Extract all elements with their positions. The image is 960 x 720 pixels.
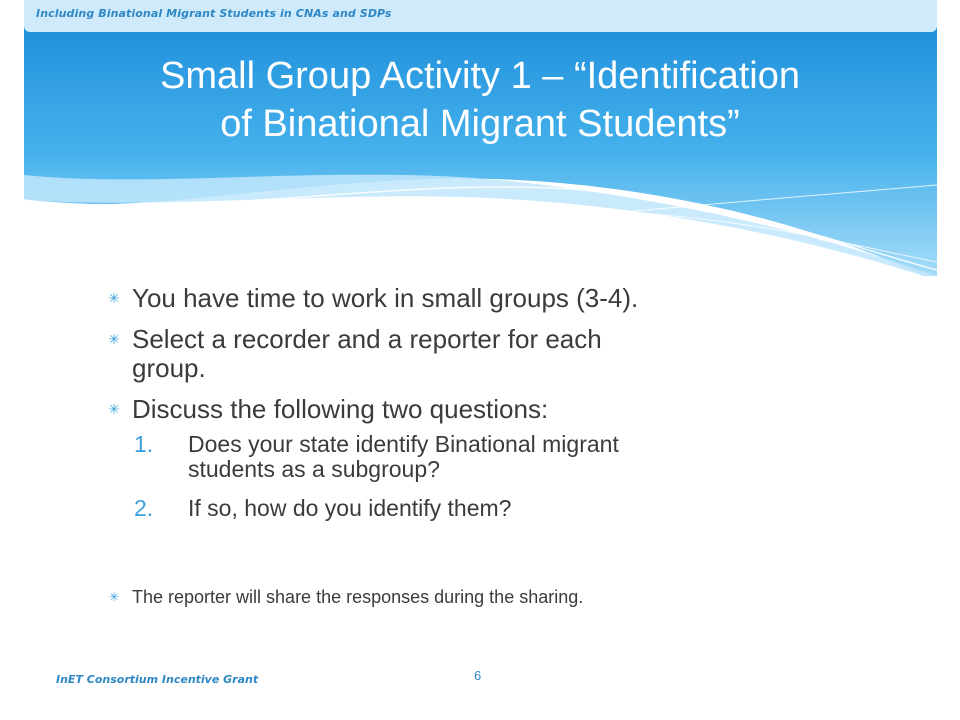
numbered-item <box>134 432 864 482</box>
bullet-text: Select a recorder and a reporter for each <box>132 324 602 354</box>
footer-text: InET Consortium Incentive Grant <box>56 673 259 686</box>
item-number: 1. <box>134 431 154 457</box>
bullet-item <box>104 395 864 424</box>
bullet-list <box>104 284 864 535</box>
slide-title-line2: of Binational Migrant Students” <box>220 103 740 145</box>
note-text: The reporter will share the responses during the sharing. <box>132 587 584 607</box>
item-text: If so, how do you identify them? <box>188 495 512 521</box>
presentation-subtitle: Including Binational Migrant Students in CNAs and SDPs <box>36 7 392 20</box>
page-number: 6 <box>474 668 482 683</box>
asterisk-icon: ✳ <box>108 290 120 306</box>
item-text: Does your state identify Binational migrant <box>188 431 619 457</box>
numbered-item <box>134 496 864 521</box>
bullet-item <box>104 284 864 313</box>
item-text-continued: students as a subgroup? <box>188 456 440 482</box>
bullet-text: You have time to work in small groups (3-4). <box>132 283 639 313</box>
asterisk-icon: ✳ <box>108 590 120 604</box>
bullet-item <box>104 325 864 383</box>
note-bullet <box>104 586 583 608</box>
bullet-text-continued: group. <box>132 353 206 383</box>
slide-title <box>40 52 920 148</box>
item-number: 2. <box>134 495 154 521</box>
bullet-text: Discuss the following two questions: <box>132 394 549 424</box>
numbered-list <box>134 432 864 521</box>
asterisk-icon: ✳ <box>108 401 120 417</box>
slide-title-line1: Small Group Activity 1 – “Identification <box>160 55 800 97</box>
asterisk-icon: ✳ <box>108 331 120 347</box>
